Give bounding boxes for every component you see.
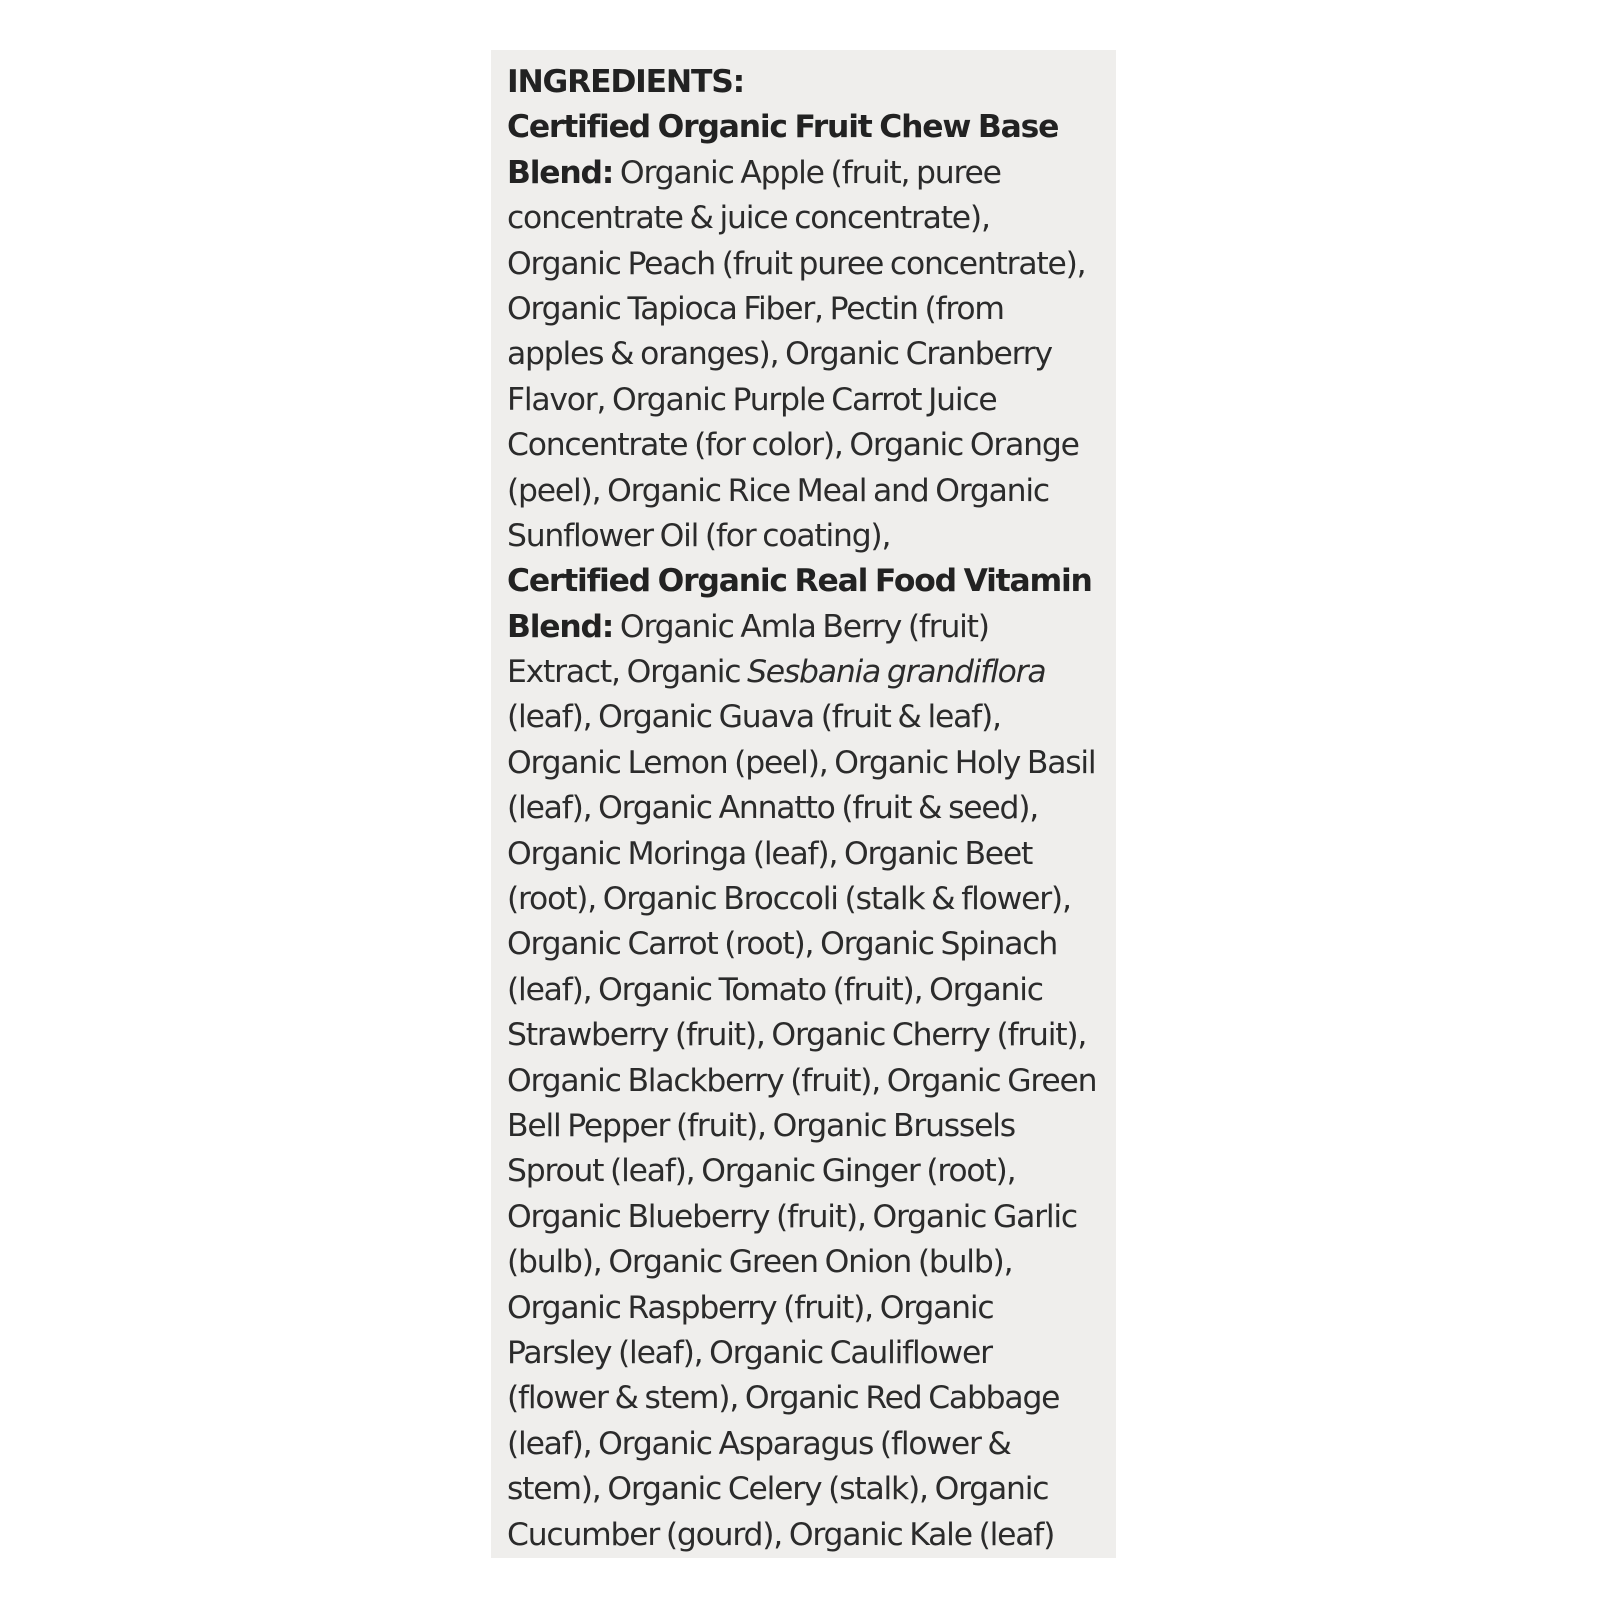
ingredient-line <box>507 650 1116 695</box>
ingredient-line: Strawberry (fruit), Organic Cherry (fruit), <box>507 1017 1087 1054</box>
ingredient-line: Sunflower Oil (for coating), <box>507 517 891 554</box>
section-title-real-food-vitamin: Certified Organic Real Food Vitamin <box>507 563 1092 600</box>
ingredients-panel <box>491 50 1116 1558</box>
ingredient-line: Cucumber (gourd), Organic Kale (leaf) <box>507 1516 1055 1553</box>
ingredient-text: Extract, Organic <box>507 654 748 691</box>
section-title-fruit-chew-base: Certified Organic Fruit Chew Base <box>507 109 1059 146</box>
ingredient-line: (peel), Organic Rice Meal and Organic <box>507 472 1049 509</box>
ingredient-line: (leaf), Organic Annatto (fruit & seed), <box>507 790 1039 827</box>
ingredient-line: (leaf), Organic Tomato (fruit), Organic <box>507 971 1043 1008</box>
ingredient-line: Organic Blackberry (fruit), Organic Green <box>507 1062 1097 1099</box>
section-title-fruit-chew-base-end: Blend: <box>507 154 614 191</box>
ingredients-heading: INGREDIENTS: <box>507 64 744 100</box>
ingredient-line: (root), Organic Broccoli (stalk & flower), <box>507 881 1071 918</box>
italic-botanical-name: Sesbania grandiflora <box>747 654 1046 691</box>
ingredient-line: Organic Raspberry (fruit), Organic <box>507 1289 994 1326</box>
ingredient-line: stem), Organic Celery (stalk), Organic <box>507 1471 1049 1508</box>
ingredient-line: Flavor, Organic Purple Carrot Juice <box>507 381 997 418</box>
ingredient-line: (bulb), Organic Green Onion (bulb), <box>507 1244 1013 1281</box>
ingredient-line <box>507 605 1116 650</box>
ingredient-line: Parsley (leaf), Organic Cauliflower <box>507 1334 992 1371</box>
ingredient-text: Organic Apple (fruit, puree <box>613 154 1001 191</box>
ingredient-line <box>507 151 1116 196</box>
ingredient-line: Concentrate (for color), Organic Orange <box>507 427 1079 464</box>
ingredient-line: (leaf), Organic Asparagus (flower & <box>507 1425 1011 1462</box>
ingredient-line: Organic Peach (fruit puree concentrate), <box>507 245 1086 282</box>
ingredient-line: Sprout (leaf), Organic Ginger (root), <box>507 1153 1016 1190</box>
section-title-real-food-vitamin-end: Blend: <box>507 608 614 645</box>
ingredient-line: Bell Pepper (fruit), Organic Brussels <box>507 1107 1015 1144</box>
ingredient-line: (leaf), Organic Guava (fruit & leaf), <box>507 699 1001 736</box>
ingredient-line: Organic Blueberry (fruit), Organic Garlic <box>507 1198 1077 1235</box>
ingredient-line: (flower & stem), Organic Red Cabbage <box>507 1380 1060 1417</box>
ingredient-line: Organic Lemon (peel), Organic Holy Basil <box>507 744 1096 781</box>
ingredient-text: Organic Amla Berry (fruit) <box>613 608 989 645</box>
ingredient-line: apples & oranges), Organic Cranberry <box>507 336 1052 373</box>
ingredient-line: Organic Carrot (root), Organic Spinach <box>507 926 1058 963</box>
ingredient-line: Organic Tapioca Fiber, Pectin (from <box>507 290 1004 327</box>
ingredient-line: Organic Moringa (leaf), Organic Beet <box>507 835 1033 872</box>
ingredient-line: concentrate & juice concentrate), <box>507 200 990 237</box>
